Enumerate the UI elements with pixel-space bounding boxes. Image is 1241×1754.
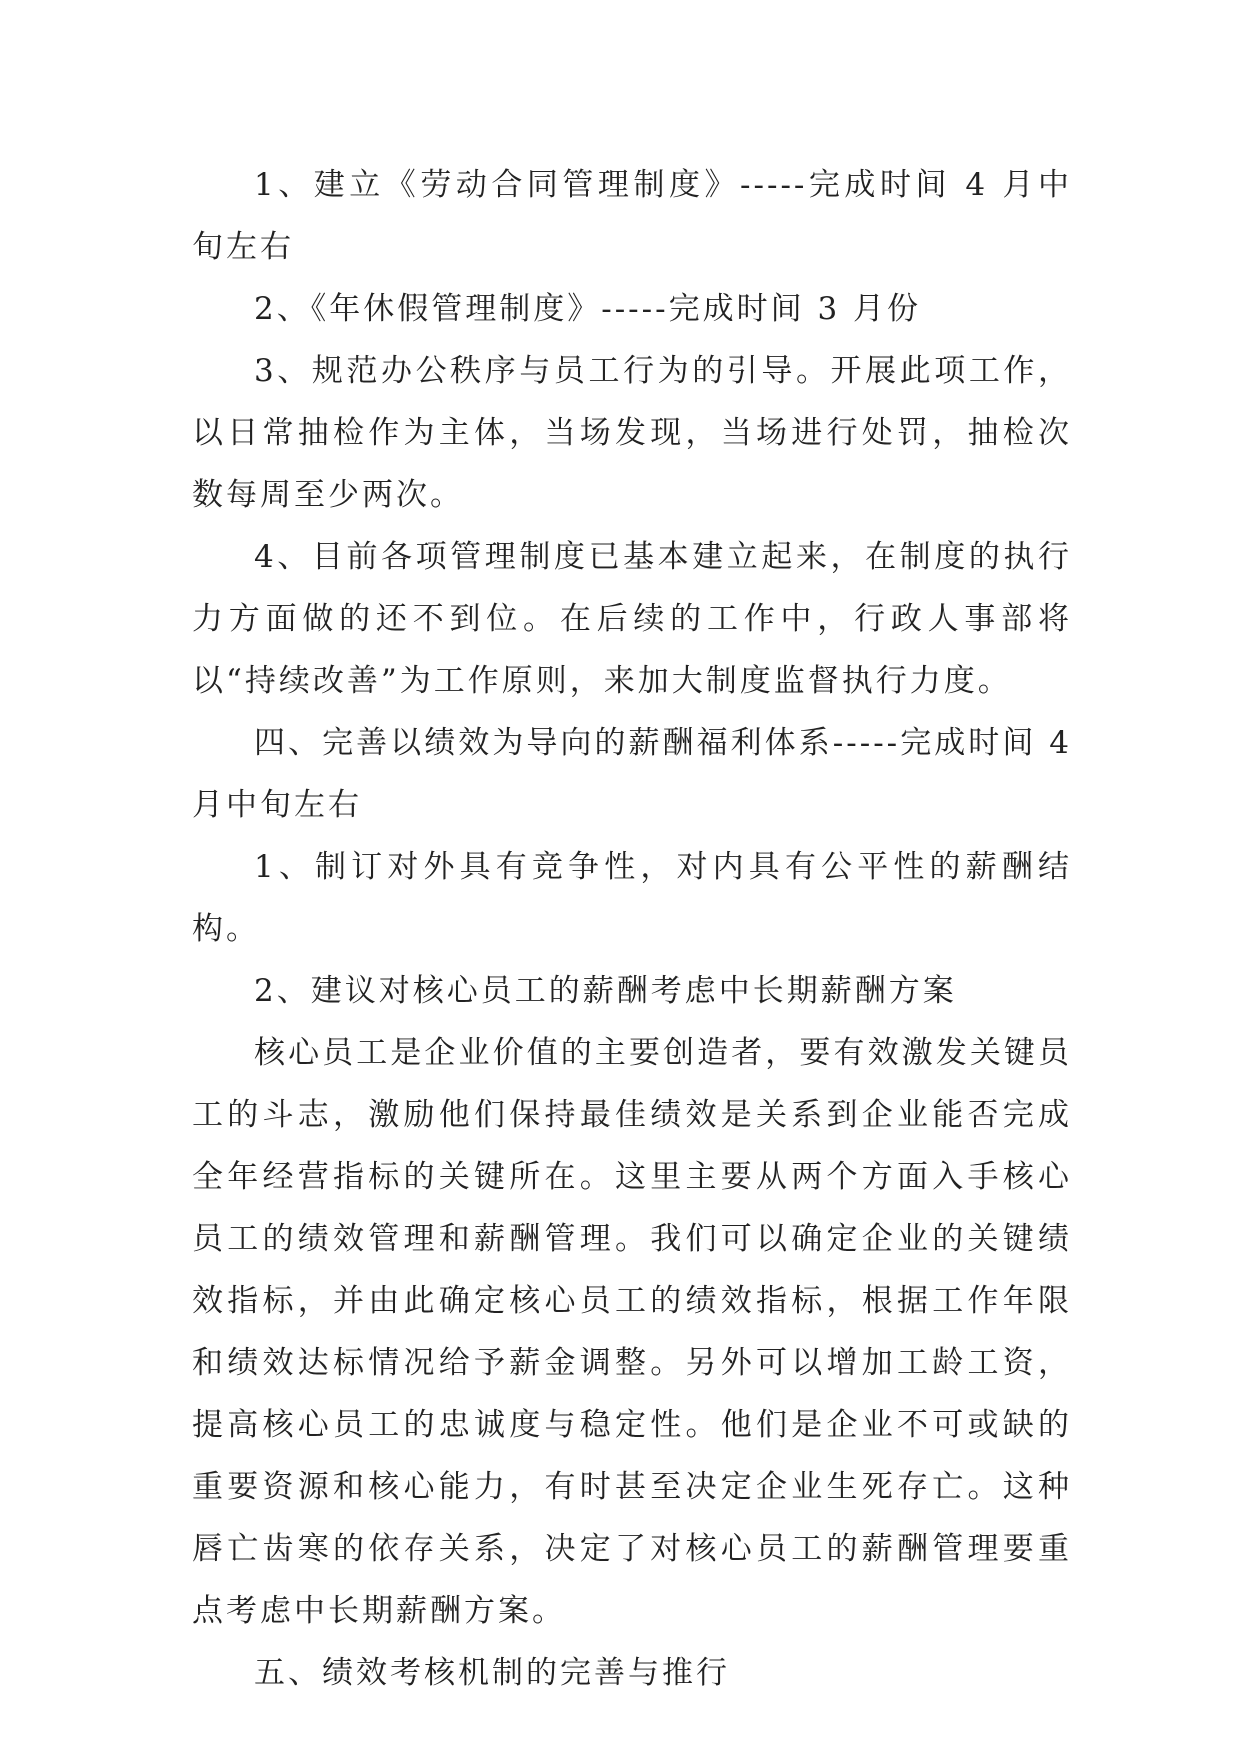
paragraph-policy-execution: 4、目前各项管理制度已基本建立起来，在制度的执行力方面做的还不到位。在后续的工作中，行政人事部将以“持续改善”为工作原则，来加大制度监督执行力度。 <box>192 539 1072 699</box>
paragraph-core-staff-plan: 2、建议对核心员工的薪酬考虑中长期薪酬方案 <box>254 973 957 1009</box>
section-heading-compensation: 四、完善以绩效为导向的薪酬福利体系-----完成时间 4 月中旬左右 <box>192 725 1072 823</box>
paragraph-office-order: 3、规范办公秩序与员工行为的引导。开展此项工作，以日常抽检作为主体，当场发现，当场进行处罚，抽检次数每周至少两次。 <box>192 353 1072 513</box>
paragraph-salary-structure: 1、制订对外具有竞争性，对内具有公平性的薪酬结构。 <box>192 849 1072 947</box>
section-heading-performance: 五、绩效考核机制的完善与推行 <box>254 1655 730 1691</box>
paragraph-annual-leave: 2、《年休假管理制度》-----完成时间 3 月份 <box>254 291 922 327</box>
paragraph-labor-contract: 1、建立《劳动合同管理制度》-----完成时间 4 月中旬左右 <box>192 167 1072 265</box>
paragraph-core-staff-detail: 核心员工是企业价值的主要创造者，要有效激发关键员工的斗志，激励他们保持最佳绩效是关系到企业能否完成全年经营指标的关键所在。这里主要从两个方面入手核心员工的绩效管理和薪酬管理。我们可以确定企业的关键绩效指标，并由此确定核心员工的绩效指标，根据工作年限和绩效达标情况给予薪金调整。另外可以增加工龄工资，提高核心员工的忠诚度与稳定性。他们是企业不可或缺的重要资源和核心能力，有时甚至决定企业生死存亡。这种唇亡齿寒的依存关系，决定了对核心员工的薪酬管理要重点考虑中长期薪酬方案。 <box>192 1035 1072 1629</box>
document-body <box>192 154 1072 1704</box>
